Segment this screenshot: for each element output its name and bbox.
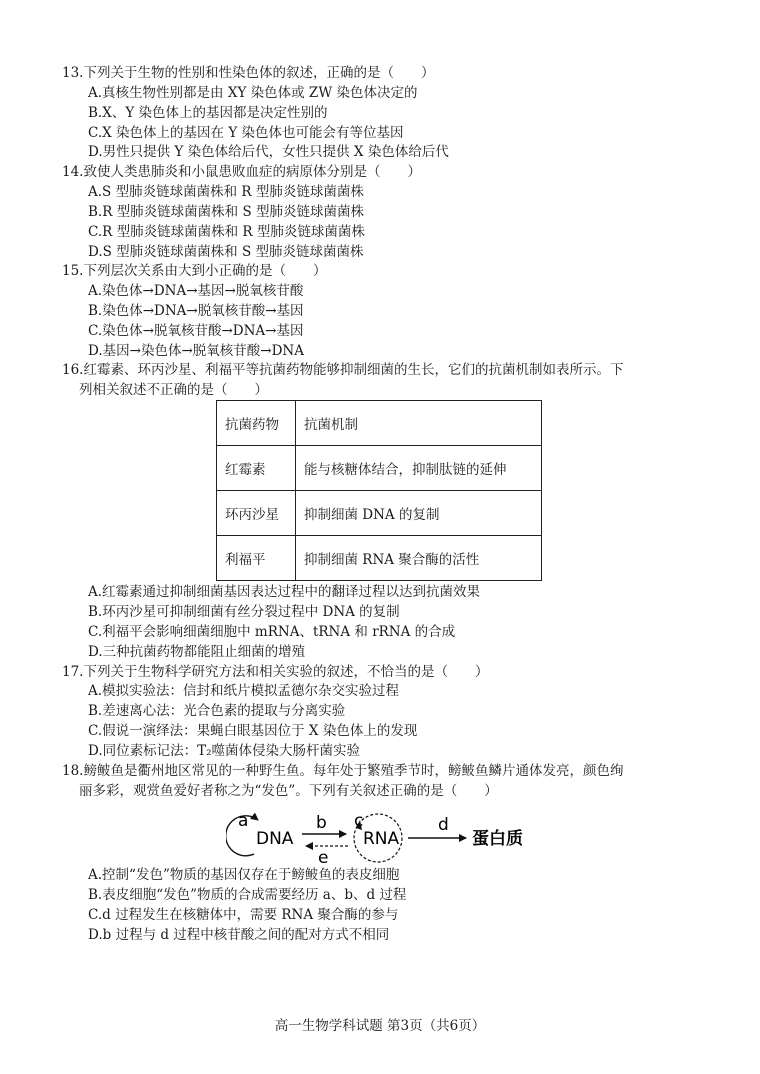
q17-option-a: A.模拟实验法：信封和纸片模拟孟德尔杂交实验过程 xyxy=(88,683,400,699)
table-header-row xyxy=(217,401,542,446)
central-dogma-diagram xyxy=(226,808,536,866)
table-cell-mechanism: 抑制细菌 DNA 的复制 xyxy=(296,491,542,536)
label-a: a xyxy=(238,811,249,831)
q18-option-a: A.控制“发色”物质的基因仅存在于鳑鲏鱼的表皮细胞 xyxy=(88,867,400,883)
table-cell-drug: 利福平 xyxy=(217,536,296,581)
q18-stem-line1: 18.鳑鲏鱼是衢州地区常见的一种野生鱼。每年处于繁殖季节时，鳑鲏鱼鳞片通体发亮，颜色绚 xyxy=(62,763,624,779)
table-row xyxy=(217,446,542,491)
q14-stem: 14.致使人类患肺炎和小鼠患败血症的病原体分别是（ ） xyxy=(62,164,421,180)
q18-option-d: D.b 过程与 d 过程中核苷酸之间的配对方式不相同 xyxy=(88,927,390,943)
q16-option-d: D.三种抗菌药物都能阻止细菌的增殖 xyxy=(88,644,306,660)
label-protein: 蛋白质 xyxy=(472,829,523,849)
table-cell-mechanism: 能与核糖体结合，抑制肽链的延伸 xyxy=(296,446,542,491)
q15-option-c: C.染色体→脱氧核苷酸→DNA→基因 xyxy=(88,323,304,339)
table-header-drug: 抗菌药物 xyxy=(217,401,296,446)
table-cell-drug: 环丙沙星 xyxy=(217,491,296,536)
table-cell-drug: 红霉素 xyxy=(217,446,296,491)
page-footer: 高一生物学科试题 第3页（共6页） xyxy=(274,1018,486,1034)
q16-option-a: A.红霉素通过抑制细菌基因表达过程中的翻译过程以达到抗菌效果 xyxy=(88,584,481,600)
q13-option-b: B.X、Y 染色体上的基因都是决定性别的 xyxy=(88,105,328,121)
antibiotic-table xyxy=(216,400,542,581)
q16-stem-line1: 16.红霉素、环丙沙星、利福平等抗菌药物能够抑制细菌的生长，它们的抗菌机制如表所示。下 xyxy=(62,362,624,378)
label-dna: DNA xyxy=(256,829,294,849)
label-d: d xyxy=(438,815,449,835)
q16-stem-line2: 列相关叙述不正确的是（ ） xyxy=(79,382,268,398)
table-row xyxy=(217,491,542,536)
q13-option-c: C.X 染色体上的基因在 Y 染色体也可能会有等位基因 xyxy=(88,125,404,141)
q14-option-a: A.S 型肺炎链球菌菌株和 R 型肺炎链球菌菌株 xyxy=(88,184,364,200)
q13-option-a: A.真核生物性别都是由 XY 染色体或 ZW 染色体决定的 xyxy=(88,85,418,101)
q13-stem: 13.下列关于生物的性别和性染色体的叙述，正确的是（ ） xyxy=(62,65,435,81)
q13-option-d: D.男性只提供 Y 染色体给后代，女性只提供 X 染色体给后代 xyxy=(88,144,449,160)
q15-option-a: A.染色体→DNA→基因→脱氧核苷酸 xyxy=(88,283,304,299)
q14-option-b: B.R 型肺炎链球菌菌株和 S 型肺炎链球菌菌株 xyxy=(88,204,364,220)
q16-option-c: C.利福平会影响细菌细胞中 mRNA、tRNA 和 rRNA 的合成 xyxy=(88,624,456,640)
label-e: e xyxy=(318,848,329,866)
q17-option-b: B.差速离心法：光合色素的提取与分离实验 xyxy=(88,703,346,719)
q17-stem: 17.下列关于生物科学研究方法和相关实验的叙述，不恰当的是（ ） xyxy=(62,664,489,680)
q15-stem: 15.下列层次关系由大到小正确的是（ ） xyxy=(62,263,327,279)
q17-option-c: C.假说一演绎法：果蝇白眼基因位于 X 染色体上的发现 xyxy=(88,723,418,739)
label-rna: RNA xyxy=(363,829,400,849)
label-b: b xyxy=(316,813,327,833)
q14-option-d: D.S 型肺炎链球菌菌株和 S 型肺炎链球菌菌株 xyxy=(88,244,364,260)
q15-option-d: D.基因→染色体→脱氧核苷酸→DNA xyxy=(88,343,304,359)
q18-option-c: C.d 过程发生在核糖体中，需要 RNA 聚合酶的参与 xyxy=(88,907,399,923)
table-header-mechanism: 抗菌机制 xyxy=(296,401,542,446)
q18-option-b: B.表皮细胞“发色”物质的合成需要经历 a、b、d 过程 xyxy=(88,887,407,903)
q16-option-b: B.环丙沙星可抑制细菌有丝分裂过程中 DNA 的复制 xyxy=(88,604,400,620)
table-row xyxy=(217,536,542,581)
q15-option-b: B.染色体→DNA→脱氧核苷酸→基因 xyxy=(88,303,304,319)
q14-option-c: C.R 型肺炎链球菌菌株和 R 型肺炎链球菌菌株 xyxy=(88,224,365,240)
label-c: c xyxy=(354,811,364,831)
table-cell-mechanism: 抑制细菌 RNA 聚合酶的活性 xyxy=(296,536,542,581)
q18-stem-line2: 丽多彩，观赏鱼爱好者称之为“发色”。下列有关叙述正确的是（ ） xyxy=(79,783,498,799)
q17-option-d: D.同位素标记法：T₂噬菌体侵染大肠杆菌实验 xyxy=(88,743,361,759)
